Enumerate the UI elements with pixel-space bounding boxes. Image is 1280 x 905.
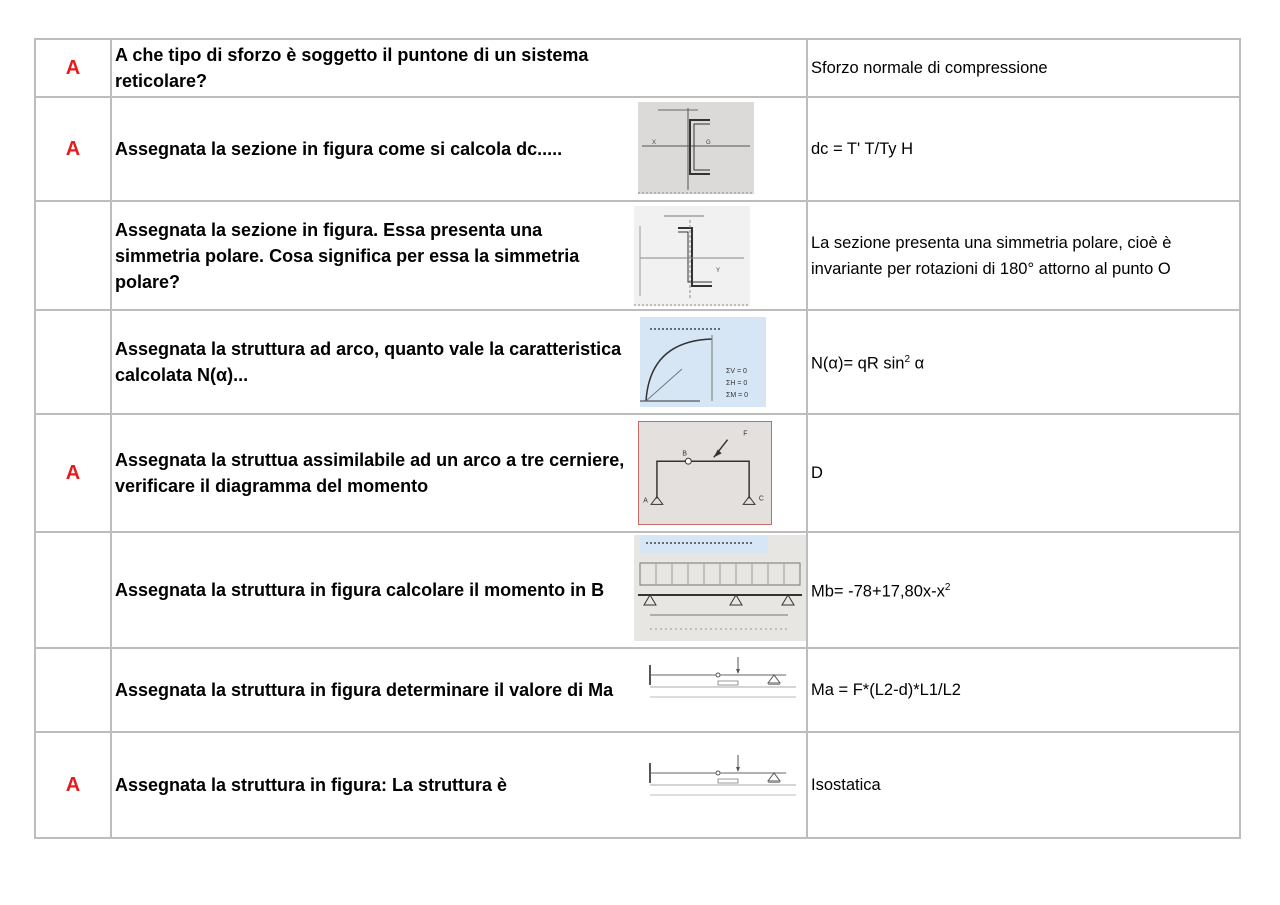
question-cell xyxy=(112,311,808,413)
answer-text: dc = T' T/Ty H xyxy=(811,140,914,158)
answer-cell xyxy=(808,733,1239,837)
question-cell xyxy=(112,40,808,96)
svg-text:ΣM = 0: ΣM = 0 xyxy=(726,392,749,399)
svg-text:G: G xyxy=(706,140,711,146)
table-row xyxy=(36,40,1239,98)
answer-mark: A xyxy=(36,98,112,200)
answer-cell xyxy=(808,40,1239,96)
answer-mark xyxy=(36,202,112,309)
svg-text:A: A xyxy=(643,497,648,505)
question-cell xyxy=(112,415,808,531)
question-text: Assegnata la sezione in figura come si calcola dc..... xyxy=(115,139,563,159)
answer-text: Ma = F*(L2-d)*L1/L2 xyxy=(811,681,961,699)
answer-cell xyxy=(808,415,1239,531)
question-text: A che tipo di sforzo è soggetto il puntone di un sistema reticolare? xyxy=(115,45,589,91)
answer-text: La sezione presenta una simmetria polare, cioè è invariante per rotazioni di 180° attorno al punto O xyxy=(811,233,1172,278)
answer-mark: A xyxy=(36,415,112,531)
table-row xyxy=(36,533,1239,649)
question-text: Assegnata la sezione in figura. Essa presenta una simmetria polare. Cosa significa per essa la simmetria polare? xyxy=(115,219,580,292)
svg-text:F: F xyxy=(743,430,748,438)
continuous-beam-figure xyxy=(634,535,806,641)
arch-structure-figure xyxy=(640,317,766,407)
answer-cell xyxy=(808,202,1239,309)
svg-text:ΣH = 0: ΣH = 0 xyxy=(726,380,748,387)
cantilever-beam-figure xyxy=(646,655,804,705)
table-row xyxy=(36,202,1239,311)
question-text: Assegnata la struttura in figura calcolare il momento in B xyxy=(115,580,605,600)
answer-text: D xyxy=(811,464,823,482)
answer-cell xyxy=(808,98,1239,200)
question-text: Assegnata la struttura in figura: La struttura è xyxy=(115,775,508,795)
cantilever-beam-figure-2 xyxy=(646,753,804,803)
answer-text: Isostatica xyxy=(811,776,881,794)
answer-text: $Mb= -78+17,80x-x^2$ xyxy=(811,582,951,601)
z-section-figure xyxy=(634,206,750,306)
question-text: Assegnata la struttura in figura determinare il valore di Ma xyxy=(115,680,614,700)
question-cell xyxy=(112,733,808,837)
svg-text:X: X xyxy=(652,140,657,146)
three-hinge-frame-figure xyxy=(638,421,772,525)
answer-cell xyxy=(808,311,1239,413)
answer-cell xyxy=(808,533,1239,647)
svg-text:ΣV = 0: ΣV = 0 xyxy=(726,368,747,375)
qa-table xyxy=(34,38,1241,839)
answer-cell xyxy=(808,649,1239,731)
table-row xyxy=(36,98,1239,202)
answer-mark xyxy=(36,311,112,413)
svg-text:B: B xyxy=(682,450,688,458)
answer-mark: A xyxy=(36,733,112,837)
c-section-figure xyxy=(638,102,754,194)
table-row xyxy=(36,311,1239,415)
answer-text: Sforzo normale di compressione xyxy=(811,59,1048,77)
question-cell xyxy=(112,649,808,731)
question-cell xyxy=(112,202,808,309)
table-row xyxy=(36,415,1239,533)
answer-mark xyxy=(36,649,112,731)
question-text: Assegnata la struttura ad arco, quanto vale la caratteristica calcolata N(α)... xyxy=(115,339,622,385)
question-text: Assegnata la struttua assimilabile ad un arco a tre cerniere, verificare il diagramma del momento xyxy=(115,450,625,496)
table-row xyxy=(36,649,1239,733)
svg-text:C: C xyxy=(758,495,764,503)
question-cell xyxy=(112,533,808,647)
question-cell xyxy=(112,98,808,200)
answer-mark: A xyxy=(36,40,112,96)
table-row xyxy=(36,733,1239,837)
answer-text: N(α)= qR $\sin^2 \alpha$ xyxy=(811,354,925,373)
svg-text:Y: Y xyxy=(716,268,721,274)
answer-mark xyxy=(36,533,112,647)
